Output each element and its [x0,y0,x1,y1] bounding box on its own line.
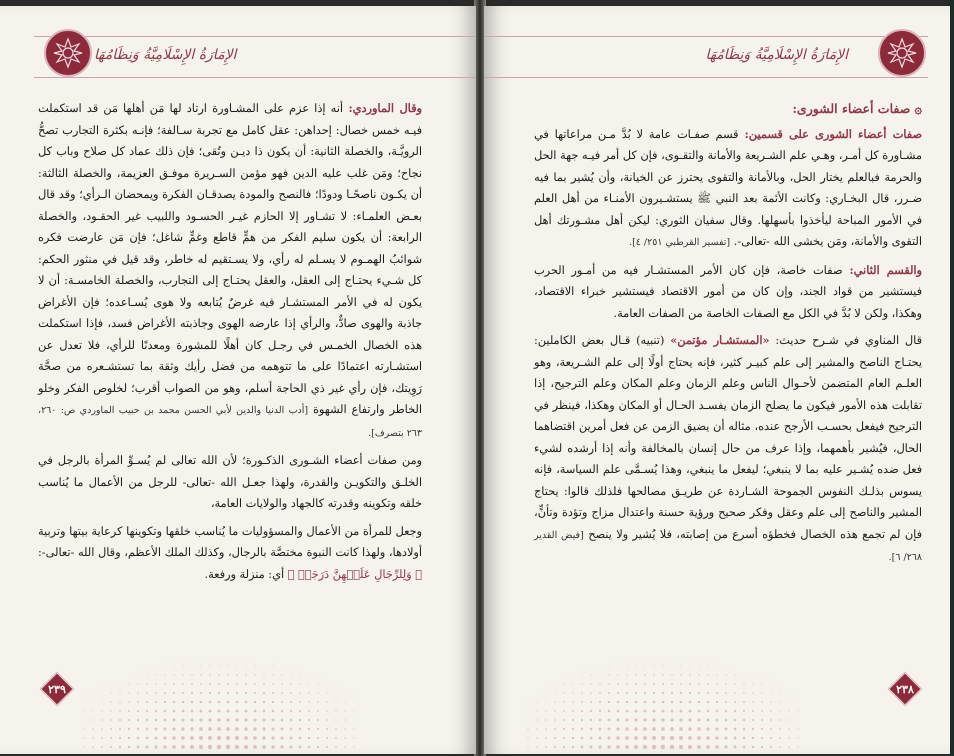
left-body-text [38,98,422,591]
left-page [0,6,476,754]
right-body-text [534,98,922,575]
right-header [484,36,928,78]
paragraph [534,260,922,325]
paragraph [38,98,422,444]
right-page [484,6,950,754]
left-page-number-badge [40,672,74,706]
text-run: أي: منزلة ورفعة. [204,567,288,581]
dot-pattern-decoration [524,644,804,754]
highlighted-phrase: وقال الماوردي: [342,101,422,115]
text-run: صفات خاصة، فإن كان الأمر المستشـار فيه من أمـور الحرب فيستشير من قواد الجند، وإن كان من أمور الاقتصاد فيستشير خبراء الاقتصاد، وهكذا، ولكن لا بُدَّ في الكل مع الصفات الخاصة من الصفات العامة. [534,263,922,320]
right-page-number-badge [888,672,922,706]
highlighted-phrase: والقسم الثاني: [842,262,923,277]
left-header-title: الإِمَارَةُ الإِسْلَامِيَّةُ وَنِظَامُهَا [94,47,237,63]
paragraph [534,330,922,569]
source-citation: [تفسير القرطبي ٢٥١/ ٤]. [629,237,731,248]
text-run: قسم صفـات عامة لا بُدَّ مـن مراعاتها في مشـاورة كل أمـر، وهـي علم الشـريعة والأمانة والتقـوى، فإن كل أمر فيـه جهة الحل والحرمة فبالعلم يختار الحل، وبالأمانة والتقوى يحترز عن الخيانة، وأن يُشير بما فيه ضـرر، قال البخـاري: وكانت الأئمة بعد النبي ﷺ يستشـيرون الأمنـاء من أهل العلم في الأمور المباحة ليأخذوا بأسهلها. وقال سفيان الثوري: ليكن أهل مشـورتك أهل التقوى والأمانة، ومَن يخشى الله -تعالى-. [534,127,922,248]
ornament-emblem-icon [44,29,92,77]
right-header-title: الإِمَارَةُ الإِسْلَامِيَّةُ وَنِظَامُهَا [705,47,848,63]
left-page-number: ٢٣٩ [48,682,66,696]
paragraph [38,521,422,586]
highlighted-phrase: صفات أعضاء الشورى على قسمين: [738,126,923,141]
paragraph [534,124,922,254]
text-run: قال المناوي في شـرح حديث: [769,334,922,347]
ornament-emblem-icon [878,29,926,77]
left-header [34,36,476,78]
dot-pattern-decoration [80,644,360,754]
source-citation: [فيض القدير ٢٦٨/ ٦]. [534,529,922,563]
highlighted-phrase: «المستشـار مؤتمن» [670,333,770,347]
source-citation: [أدب الدنيا والدين لأبي الحسن محمد بن حبيب الماوردي ص: ٢٦٠، ٢٦٣ بتصرف]. [38,405,422,439]
right-page-number: ٢٣٨ [896,682,914,696]
paragraph [38,450,422,515]
quran-verse: ﴿ وَلِلرِّجَالِ عَلَيۡهِنَّ دَرَجَةٞ ﴾ [287,567,422,581]
text-run: ومن صفات أعضاء الشـورى الذكـورة؛ لأن الله تعالى لم يُسـوِّ المرأة بالرجل في الخلـق والتكويـن والقدرة، ولهذا جعـل الله -تعالى- للرجل من الأعمال ما يُناسب خلقه وتكوينه وقدرته كالجهاد والولايات العامة، [38,454,422,510]
text-run: وجعل للمرأة من الأعمال والمسؤوليات ما يُناسب خلقها وتكوينها كرعاية بيتها وتربية أولادها، ولهذا كانت النبوة مختصَّة بالرجال، وكذلك الملك الأعظم، وقال الله -تعالى-: [38,524,422,559]
text-run: (تنبيه) قـال بعض الكاملين: يحتـاج الناصح والمشير إلى علم كبيـر كثير، فإنه يحتاج أولًا إلى علم الشـريعة، وهو العلـم العام المتضمن لأحـوال الناس وعلم الزمان وعلم المكان وعلم الترجيح، إذا تقابلت هذه الأمور فيكون ما يصلح الزمان يفسـد الحـال أو المكان وهكذا، فينظر في الترجيح فيفعل بحسـب الأرجح عنده، مثاله أن يضيق الزمن عن فعل أمرين اقتضاهما الحال، فيُشير بأهمهما، وإذا عرف من حال إنسان بالمخالفة وأنه إذا أرشده لشيء فعل ضده يُشـير عليه بما لا ينبغي؛ ليفعل ما ينبغي، وهذا يُسـمَّى علم السياسة، فإنه يسوس بذلـك النفوس الجموحة الشـاردة عن طريـق مصالحها فلذلك قالوا: يحتاج المشير والناصح إلى علم وعقل وفكر صحيح ورؤية حسنة واعتدال مزاج وتؤدة وتأنٍّ، فإن لم تجمع هذه الخصال فخطؤه أسرع من إصابته، فلا يُشير ولا ينصح [534,334,923,541]
section-heading: ۞ صفات أعضاء الشورى: [792,101,922,116]
text-run: أنه إذا عزم على المشـاورة ارتاد لها مَن أهلها مَن قد استكملت فيـه خمس خصال: إحداهن: عقل كامل مع تجربة سـالفة؛ فإنـه بكثرة التجارب تصحُّ الرويَّـة، والخصلة الثانية: أن يكون ذا ديـن وتُقى؛ فإن ذلك عماد كل صلاح وباب كل نجاح؛ ومَن غلب عليه الدين فهو مؤمن السـريرة موفـق العزيمة، والخصلة الثالثة: أن يكـون ناصحًـا ودودًا؛ فالنصح والمودة يصدقـان الفكرة ويمحضان الـرأي؛ وقد قال بعـض العلمـاء: لا تشـاور إلا الحازم غيـر الحسـود واللبيب غير الحقـود، والخصلة الرابعة: أن يكون سليم الفكر من همٍّ قاطع وغمٍّ شاغل؛ فإن مَن عارضت فكره شوائبُ الهمـوم لا يسـلم له رأي، ولا يسـتقيم له خاطر، وقد قيل في منثور الحكم: كل شـيء يحتـاج إلى العقل، والعقل يحتـاج إلى التجارب، والخصلة الخامسـة: أن لا يكون له في الأمر المستشـار فيه غرضٌ يُتابعه ولا هوى يُسـاعده؛ فإن الأغراض جاذبة والهوى صادٌّ، والرأي إذا عارضه الهوى وجاذبته الأغراض فسد، فإذا استكملت هذه الخصال الخمـس في رجـل كان أهلًا للمشورة ومعدنًا للرأي، فلا تعدل عن استشـارته اعتمادًا على ما تتوهمه من فضل رأيك وثقة بما تستشـعره من صحَّة رَوِيتك، فإن رأي غير ذي الحاجة أسلم، وهو من الصواب أقرب؛ لخلوص الفكر وخلو الخاطر وارتفاع الشهوة [38,102,422,416]
